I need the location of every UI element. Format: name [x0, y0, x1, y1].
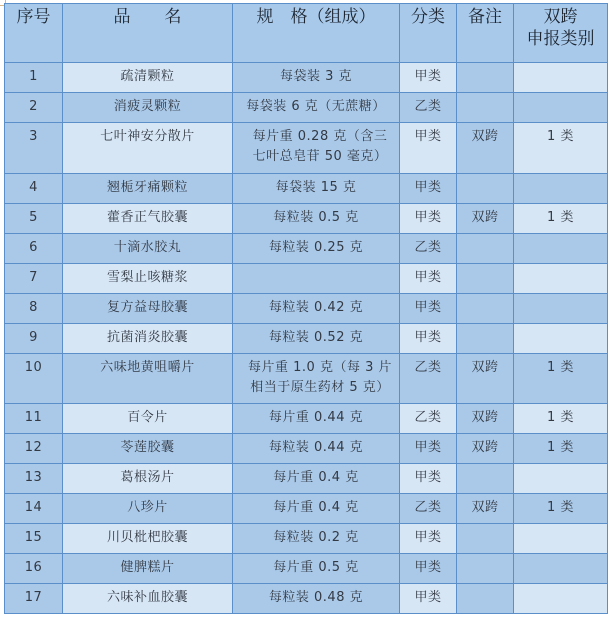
cell-index: 5 — [5, 204, 63, 234]
cell-category: 甲类 — [400, 174, 457, 204]
cell-declare-category — [514, 264, 608, 294]
cell-category: 甲类 — [400, 324, 457, 354]
cell-spec — [233, 234, 400, 264]
cell-name: 八珍片 — [63, 494, 233, 524]
cell-spec — [233, 404, 400, 434]
table-row — [5, 554, 608, 584]
cell-category: 甲类 — [400, 63, 457, 93]
cell-spec-line1: 每片重 0.4 克 — [273, 500, 359, 515]
cell-declare-category — [514, 584, 608, 614]
cell-name: 百令片 — [63, 404, 233, 434]
cell-declare-category — [514, 554, 608, 584]
cell-index: 4 — [5, 174, 63, 204]
cell-category: 甲类 — [400, 554, 457, 584]
cell-index: 2 — [5, 93, 63, 123]
table-row — [5, 204, 608, 234]
cell-remark — [457, 63, 514, 93]
cell-category: 甲类 — [400, 584, 457, 614]
cell-index: 3 — [5, 123, 63, 174]
cell-remark — [457, 234, 514, 264]
cell-declare-category — [514, 294, 608, 324]
cell-spec-line1: 每粒装 0.52 克 — [268, 330, 364, 345]
cell-name: 抗菌消炎胶囊 — [63, 324, 233, 354]
table-header-row — [5, 4, 608, 63]
cell-remark — [457, 554, 514, 584]
cell-spec — [233, 524, 400, 554]
cell-declare-category: 1 类 — [514, 404, 608, 434]
cell-remark: 双跨 — [457, 434, 514, 464]
cell-spec-line1: 每片重 1.0 克（每 3 片 — [248, 360, 392, 375]
cell-spec-line1: 每片重 0.4 克 — [273, 470, 359, 485]
table-row — [5, 354, 608, 404]
cell-declare-category — [514, 93, 608, 123]
cell-index: 11 — [5, 404, 63, 434]
cell-declare-category: 1 类 — [514, 354, 608, 404]
cell-spec-line1: 每粒装 0.5 克 — [273, 210, 359, 225]
cell-spec-line1: 每袋装 3 克 — [279, 69, 353, 84]
cell-spec — [233, 494, 400, 524]
header-declare-line2: 申报类别 — [526, 29, 595, 49]
cell-spec — [233, 554, 400, 584]
cell-spec — [233, 123, 400, 174]
cell-name: 葛根汤片 — [63, 464, 233, 494]
cell-category: 甲类 — [400, 294, 457, 324]
table-row — [5, 494, 608, 524]
header-remark: 备注 — [457, 4, 514, 63]
cell-spec-line1: 每袋装 6 克（无蔗糖） — [246, 99, 386, 114]
table-row — [5, 264, 608, 294]
header-spec: 规 格（组成） — [233, 4, 400, 63]
table-row — [5, 93, 608, 123]
cell-remark — [457, 324, 514, 354]
cell-index: 14 — [5, 494, 63, 524]
cell-index: 1 — [5, 63, 63, 93]
cell-spec — [233, 264, 400, 294]
table-row — [5, 234, 608, 264]
cell-category: 甲类 — [400, 204, 457, 234]
cell-declare-category — [514, 324, 608, 354]
cell-remark: 双跨 — [457, 354, 514, 404]
cell-name: 雪梨止咳糖浆 — [63, 264, 233, 294]
cell-spec — [233, 584, 400, 614]
cell-category: 乙类 — [400, 404, 457, 434]
cell-remark — [457, 524, 514, 554]
cell-declare-category: 1 类 — [514, 434, 608, 464]
table-row — [5, 464, 608, 494]
cell-category: 乙类 — [400, 354, 457, 404]
cell-name: 七叶神安分散片 — [63, 123, 233, 174]
cell-index: 8 — [5, 294, 63, 324]
cell-category: 甲类 — [400, 264, 457, 294]
cell-remark: 双跨 — [457, 123, 514, 174]
cell-spec-line2: 七叶总皂苷 50 毫克） — [252, 149, 388, 164]
cell-name: 川贝枇杷胶囊 — [63, 524, 233, 554]
cell-remark — [457, 264, 514, 294]
cell-index: 13 — [5, 464, 63, 494]
cell-remark — [457, 174, 514, 204]
table-row — [5, 174, 608, 204]
cell-category: 乙类 — [400, 494, 457, 524]
cell-index: 10 — [5, 354, 63, 404]
cell-declare-category: 1 类 — [514, 123, 608, 174]
cell-name: 六味补血胶囊 — [63, 584, 233, 614]
cell-declare-category — [514, 63, 608, 93]
cell-declare-category: 1 类 — [514, 204, 608, 234]
cell-name: 藿香正气胶囊 — [63, 204, 233, 234]
table-row — [5, 324, 608, 354]
cell-index: 9 — [5, 324, 63, 354]
cell-remark: 双跨 — [457, 494, 514, 524]
cell-index: 16 — [5, 554, 63, 584]
cell-name: 健脾糕片 — [63, 554, 233, 584]
cell-spec — [233, 464, 400, 494]
cell-spec — [233, 204, 400, 234]
cell-spec — [233, 174, 400, 204]
cell-spec — [233, 324, 400, 354]
cell-declare-category: 1 类 — [514, 494, 608, 524]
cell-remark — [457, 294, 514, 324]
cell-declare-category — [514, 524, 608, 554]
cell-spec-line1: 每片重 0.5 克 — [273, 560, 359, 575]
drug-list-table — [4, 3, 608, 614]
cell-spec — [233, 354, 400, 404]
cell-spec-line1: 每粒装 0.25 克 — [268, 240, 364, 255]
table-row — [5, 63, 608, 93]
cell-name: 翘栀牙痛颗粒 — [63, 174, 233, 204]
header-category: 分类 — [400, 4, 457, 63]
cell-index: 12 — [5, 434, 63, 464]
cell-name: 十滴水胶丸 — [63, 234, 233, 264]
cell-spec — [233, 434, 400, 464]
table-row — [5, 123, 608, 174]
cell-spec-line1: 每粒装 0.2 克 — [273, 530, 359, 545]
cell-index: 17 — [5, 584, 63, 614]
table-row — [5, 524, 608, 554]
cell-spec-line1: 每片重 0.28 克（含三 — [252, 129, 388, 144]
header-index: 序号 — [5, 4, 63, 63]
cell-spec — [233, 93, 400, 123]
cell-spec-line1: 每粒装 0.42 克 — [268, 300, 364, 315]
cell-spec-line1: 每袋装 15 克 — [275, 180, 357, 195]
cell-spec-line1: 每粒装 0.44 克 — [268, 440, 364, 455]
cell-category: 甲类 — [400, 524, 457, 554]
cell-remark: 双跨 — [457, 404, 514, 434]
cell-category: 甲类 — [400, 434, 457, 464]
cell-spec — [233, 63, 400, 93]
header-declare-line1: 双跨 — [543, 7, 578, 27]
cell-declare-category — [514, 234, 608, 264]
cell-remark — [457, 464, 514, 494]
cell-category: 甲类 — [400, 464, 457, 494]
cell-spec-line1: 每粒装 0.48 克 — [268, 590, 364, 605]
cell-category: 甲类 — [400, 123, 457, 174]
cell-name: 六味地黄咀嚼片 — [63, 354, 233, 404]
cell-remark: 双跨 — [457, 204, 514, 234]
header-declare-category — [514, 4, 608, 63]
table-row — [5, 584, 608, 614]
cell-name: 疏清颗粒 — [63, 63, 233, 93]
cell-name: 苓莲胶囊 — [63, 434, 233, 464]
cell-category: 乙类 — [400, 93, 457, 123]
cell-spec-line2: 相当于原生药材 5 克） — [250, 380, 390, 395]
cell-category: 乙类 — [400, 234, 457, 264]
cell-declare-category — [514, 464, 608, 494]
cell-remark — [457, 93, 514, 123]
cell-spec — [233, 294, 400, 324]
cell-declare-category — [514, 174, 608, 204]
table-row — [5, 404, 608, 434]
cell-name: 复方益母胶囊 — [63, 294, 233, 324]
table-row — [5, 294, 608, 324]
cell-index: 6 — [5, 234, 63, 264]
cell-index: 7 — [5, 264, 63, 294]
header-name: 品 名 — [63, 4, 233, 63]
cell-index: 15 — [5, 524, 63, 554]
cell-name: 消疲灵颗粒 — [63, 93, 233, 123]
cell-spec-line1: 每片重 0.44 克 — [268, 410, 364, 425]
table-row — [5, 434, 608, 464]
cell-remark — [457, 584, 514, 614]
